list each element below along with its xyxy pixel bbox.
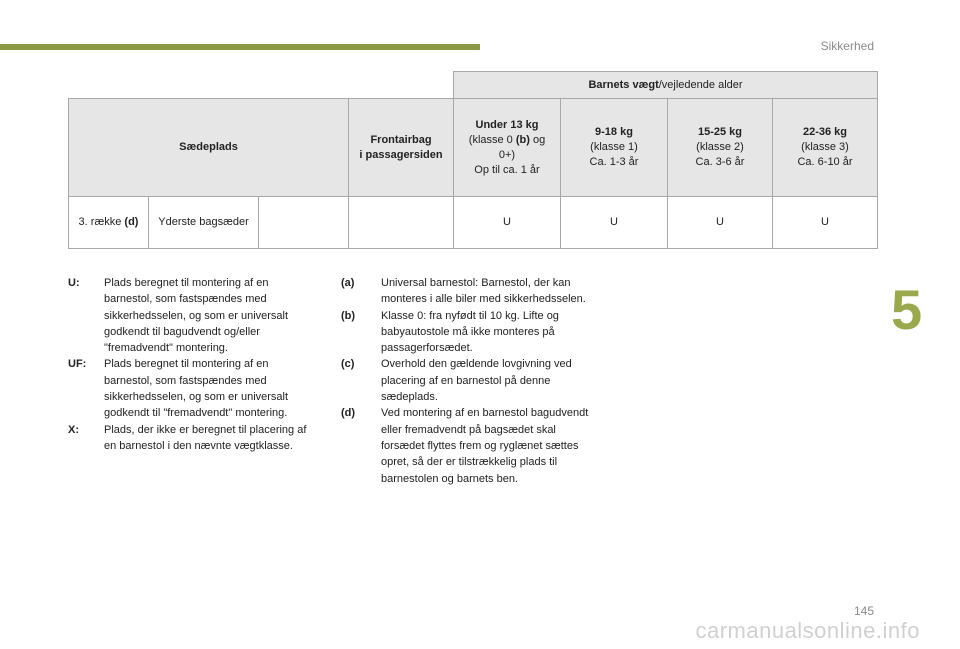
group3-line1: (klasse 3) [801,141,849,153]
legend-item-x [68,422,318,455]
legend-item-u [68,275,318,356]
group2-line2: Ca. 3-6 år [695,156,745,168]
row-group0-cell: U [454,197,561,249]
weight-header-cell [454,72,878,99]
footnote-text: Klasse 0: fra nyfødt til 10 kg. Lifte og babyautostole må ikke monteres på passagerforsædet. [381,309,559,355]
legend-text: Plads beregnet til montering af en barnestol, som fastspændes med sikkerhedsselen, og som er universalt godkendt til "fremadvendt" montering. [104,358,289,420]
row-group3-cell: U [773,197,878,249]
row-empty-cell [259,197,349,249]
airbag-header-line1: Frontairbag [370,133,432,146]
row-seat-cell: Yderste bagsæder [149,197,259,249]
row-label-pre: 3. række [78,216,125,228]
legend-item-uf [68,356,318,421]
row-label-bold: (d) [124,216,139,228]
legend-label: U: [68,277,80,289]
footnote-d [341,405,601,486]
footnote-label: (d) [341,407,356,420]
footnote-text: Overhold den gældende lovgivning ved placering af en barnestol på denne sædeplads. [381,358,572,404]
group0-line2: 0+) [498,148,516,161]
column-airbag-header [349,99,454,197]
group2-line1: (klasse 2) [696,141,744,153]
footnote-label: (a) [341,277,355,289]
column-seat-header: Sædeplads [69,99,349,197]
airbag-header-line2: i passagersiden [359,148,443,161]
footnote-text: Ved montering af en barnestol bagudvendt eller fremadvendt på bagsædet skal forsædet flyttes frem og ryglænet sættes opret, så der er tilstrækkelig plads til barnestolen og barnets ben. [381,407,589,485]
footnote-a [341,275,601,308]
group2-title: 15-25 kg [697,126,743,138]
page-number: 145 [853,604,874,618]
legend-text: Plads, der ikke er beregnet til placering af en barnestol i den nævnte vægtklasse. [104,423,307,452]
column-group2-header [668,99,773,197]
legend-text: Plads beregnet til montering af en barnestol, som fastspændes med sikkerhedsselen, og som er universalt godkendt til bagudvendt og/eller "fremadvendt" montering. [104,277,289,355]
footnote-label: (c) [341,358,355,371]
legend-left [68,275,318,454]
row-airbag-cell [349,197,454,249]
table-row [69,197,878,249]
footnote-b [341,308,601,357]
row-group1-cell: U [561,197,668,249]
column-group0-header [454,99,561,197]
header-accent-bar [0,44,480,50]
legend-label: X: [68,423,79,436]
child-seat-table [68,71,878,249]
group3-line2: Ca. 6-10 år [797,156,853,168]
row-group2-cell: U [668,197,773,249]
group1-line1: (klasse 1) [590,141,638,153]
section-title: Sikkerhed [820,39,874,53]
chapter-number: 5 [891,278,923,341]
column-group1-header [561,99,668,197]
group0-line3: Op til ca. 1 år [474,163,540,176]
legend-right [341,275,601,487]
column-group3-header [773,99,878,197]
group0-title: Under 13 kg [475,118,539,131]
footnote-text: Universal barnestol: Barnestol, der kan monteres i alle biler med sikkerhedsselen. [381,277,586,306]
weight-header-bold: Barnets vægt [588,78,659,91]
watermark: carmanualsonline.info [695,618,920,643]
weight-header-rest: /vejledende alder [658,78,743,91]
group0-line1-post: og [529,133,546,146]
group3-title: 22-36 kg [802,126,848,138]
group0-line1-bold: (b) [515,133,530,146]
footnote-label: (b) [341,309,356,322]
group1-title: 9-18 kg [595,126,633,138]
group0-line1-pre: (klasse 0 [468,133,516,146]
group1-line2: Ca. 1-3 år [589,156,639,168]
legend-label: UF: [68,358,87,371]
footnote-c [341,356,601,405]
row-label-cell [69,197,149,249]
